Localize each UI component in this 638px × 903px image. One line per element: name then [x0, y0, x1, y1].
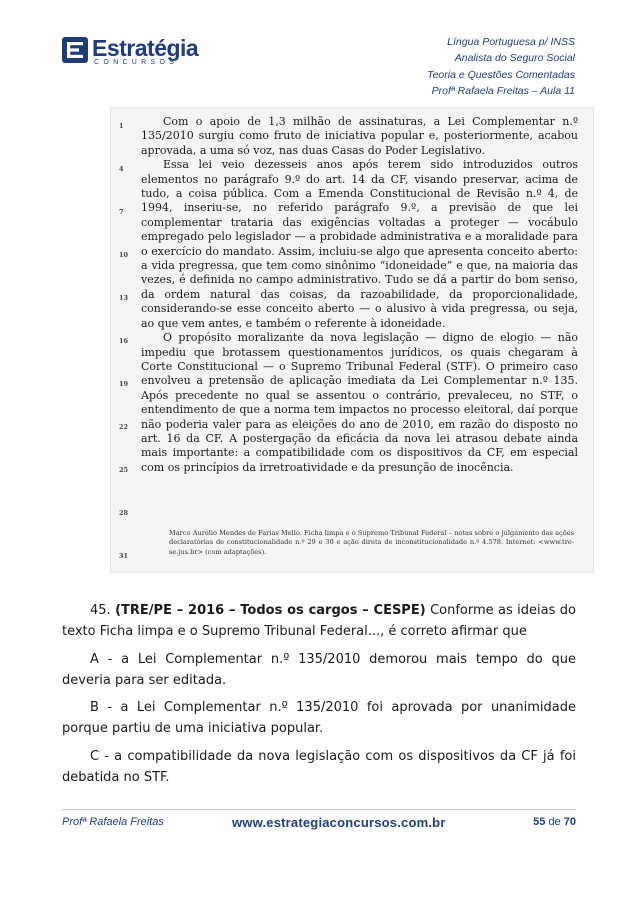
course-role: Analista do Seguro Social — [454, 52, 575, 65]
logo-emblem-icon — [62, 37, 88, 63]
question-source: (TRE/PE – 2016 – Todos os cargos – CESPE) — [115, 603, 426, 618]
excerpt-paragraph: Com o apoio de 1,3 milhão de assinaturas, a Lei Complementar n.º 135/2010 surgiu como fruto de iniciativa popular e, posteriormente, acabou aprovada, a uma só voz, nas duas Casas do Poder Legislativo. — [141, 115, 578, 157]
answer-option-a: A - a Lei Complementar n.º 135/2010 demorou mais tempo do que deveria para ser editada. — [62, 651, 576, 688]
footer-divider — [62, 809, 576, 810]
line-number: 28 — [119, 509, 129, 517]
line-number: 10 — [119, 251, 129, 259]
page-number — [533, 816, 576, 828]
page-total: 70 — [563, 816, 576, 828]
line-number: 22 — [119, 423, 129, 431]
course-type: Teoria e Questões Comentadas — [427, 68, 575, 81]
brand-logo — [62, 36, 202, 68]
excerpt-paragraph: O propósito moralizante da nova legislação — digno de elogio — não impediu que brotassem questionamentos jurídicos, os quais chegaram à Corte Constitucional — o Supremo Tribunal Federal (STF). O primeiro caso envolveu a pretensão de aplicação imediata da Lei Complementar n.º 135. Após precedente no qual se assentou o contrário, prevaleceu, no STF, o entendimento de que a norma tem impactos no processo eleitoral, daí porque não poderia valer para as eleições do ano de 2010, em razão do disposto no art. 16 da CF. A postergação da eficácia da nova lei atrasou debate ainda mais importante: a compatibilidade com os dispositivos da CF, em especial com os princípios da irretroatividade e da presunção de inocência. — [141, 331, 578, 474]
page-footer — [62, 816, 576, 834]
line-number: 16 — [119, 337, 129, 345]
course-title: Língua Portuguesa p/ INSS — [447, 36, 575, 48]
line-number: 4 — [119, 165, 124, 173]
excerpt-body — [141, 115, 578, 475]
line-number: 7 — [119, 208, 124, 216]
question-number: 45. — [90, 603, 111, 618]
excerpt-paragraph: Essa lei veio dezesseis anos após terem sido introduzidos outros elementos no parágrafo 9.º do art. 14 da CF, visando preservar, acima de tudo, a coisa pública. Com a Emenda Constitucional de Revisão n.º 4, de 1994, inseriu-se, no referido parágrafo 9.º, a previsão de que lei complementar trataria das exigências voltadas a proteger — vocábulo empregado pelo legislador — a probidade administrativa e a moralidade para o exercício do mandato. Assim, incluiu-se algo que apresenta conceito aberto: a vida pregressa, que tem como sinônimo “idoneidade” e que, na maioria das vezes, é definida no campo administrativo. Tudo se dá a partir do bom senso, da ordem natural das coisas, da razoabilidade, da proporcionalidade, considerando-se esse conceito aberto — o alusivo à vida pregressa, ou seja, ao que vem antes, e também o referente à idoneidade. — [141, 158, 578, 330]
brand-name: Estratégia — [92, 35, 199, 61]
question-block — [62, 600, 576, 794]
course-lesson: Profª Rafaela Freitas – Aula 11 — [431, 85, 575, 98]
answer-option-b: B - a Lei Complementar n.º 135/2010 foi aprovada por unanimidade porque partiu de uma iniciativa popular. — [62, 700, 576, 737]
question-text: Conforme as ideias do texto Ficha limpa e o Supremo Tribunal Federal..., é correto afirmar que — [62, 603, 577, 640]
brand-subtitle: CONCURSOS — [94, 59, 179, 66]
footer-author: Profª Rafaela Freitas — [62, 816, 164, 828]
answer-option-c: C - a compatibilidade da nova legislação com os dispositivos da CF já foi debatida no STF. — [62, 748, 576, 786]
line-number: 13 — [119, 294, 129, 302]
scanned-text-excerpt — [110, 107, 594, 573]
page-current: 55 — [533, 816, 546, 828]
course-header — [427, 34, 575, 100]
question-stem — [62, 600, 576, 643]
line-number: 19 — [119, 380, 129, 388]
line-number: 25 — [119, 466, 129, 474]
footer-website-link[interactable]: www.estrategiaconcursos.com.br — [232, 815, 446, 830]
excerpt-source: Marco Aurélio Mendes de Farias Mello. Ficha limpa e o Supremo Tribunal Federal – notas sobre o julgamento das ações declaratórias de constitucionalidade n.º 29 e 30 e ação direta de inconstitucionalidade n.º 4.578. Internet: <www.tre-se.jus.br> (com adaptações). — [169, 529, 574, 556]
line-number: 1 — [119, 122, 124, 130]
line-number: 31 — [119, 552, 129, 560]
page-separator: de — [548, 816, 561, 828]
